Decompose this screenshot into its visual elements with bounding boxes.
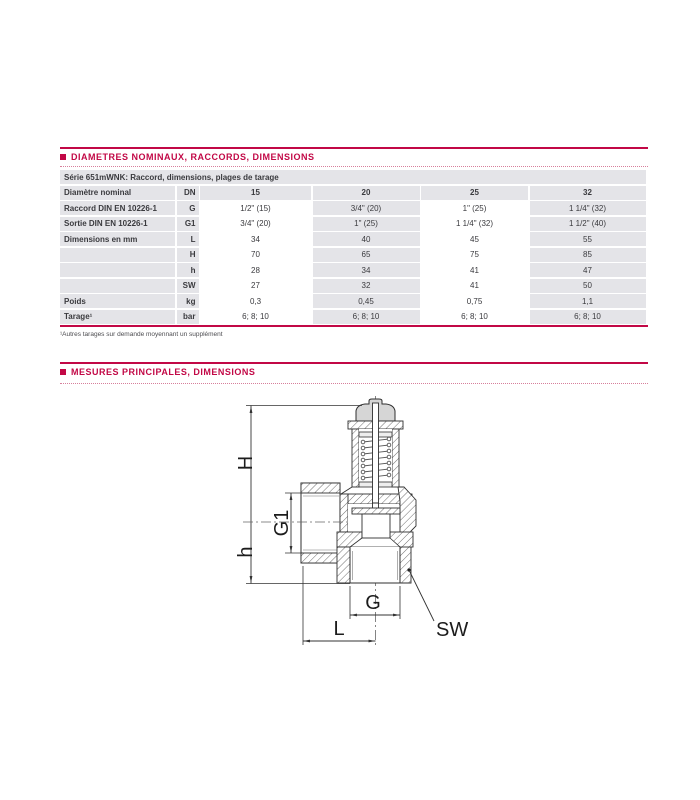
- section1-title-text: DIAMETRES NOMINAUX, RACCORDS, DIMENSIONS: [71, 152, 315, 162]
- table-header-col: 25: [421, 186, 528, 200]
- row-unit: bar: [177, 310, 199, 324]
- table-header-label: Diamètre nominal: [60, 186, 175, 200]
- dim-label-G1: G1: [271, 509, 293, 537]
- table-cell: 1" (25): [313, 217, 420, 231]
- row-unit: L: [177, 232, 199, 246]
- table-cell: 41: [470, 281, 479, 290]
- row-label: Raccord DIN EN 10226-1: [60, 201, 175, 215]
- row-unit: h: [177, 263, 199, 277]
- table-header-col: 15: [200, 186, 311, 200]
- table-header-unit: DN: [177, 186, 199, 200]
- row-unit: G: [177, 201, 199, 215]
- valve-section-drawing: [0, 390, 700, 660]
- table-footnote: ¹Autres tarages sur demande moyennant un supplément: [60, 331, 223, 338]
- dim-label-G: G: [365, 592, 381, 614]
- row-unit: kg: [177, 294, 199, 308]
- table-cell: 6; 8; 10: [461, 312, 488, 321]
- row-unit: G1: [177, 217, 199, 231]
- table-cell: 6; 8; 10: [313, 310, 420, 324]
- table-series-header: Série 651mWNK: Raccord, dimensions, plages de tarage: [60, 170, 646, 184]
- dim-label-L: L: [333, 618, 345, 640]
- row-label: [60, 279, 175, 293]
- dim-label-SW: SW: [436, 619, 469, 641]
- table-cell: 34: [313, 263, 420, 277]
- section1-top-rule: [60, 147, 648, 149]
- dim-label-h: h: [235, 546, 257, 558]
- table-cell: 1" (25): [462, 203, 487, 213]
- table-cell: 1 1/4" (32): [530, 201, 646, 215]
- section2-title: [60, 367, 255, 377]
- table-cell: 50: [530, 279, 646, 293]
- section2-dotted-rule: [60, 383, 648, 384]
- table-cell: 41: [470, 265, 479, 275]
- valve-stem: [373, 403, 379, 503]
- table-cell: 65: [313, 248, 420, 262]
- square-bullet-icon: [60, 369, 66, 375]
- table-cell: 0,3: [249, 296, 262, 306]
- row-unit: SW: [177, 279, 199, 293]
- section1-dotted-rule: [60, 166, 648, 167]
- section2-title-text: MESURES PRINCIPALES, DIMENSIONS: [71, 367, 256, 377]
- dim-label-H: H: [235, 455, 257, 471]
- row-label: [60, 263, 175, 277]
- table-cell: 3/4" (20): [313, 201, 420, 215]
- row-label: Tarage¹: [60, 310, 175, 324]
- table-cell: 1 1/2" (40): [530, 217, 646, 231]
- square-bullet-icon: [60, 154, 66, 160]
- table-header-col: 20: [313, 186, 420, 200]
- table-bottom-rule: [60, 325, 648, 327]
- side-port: [301, 483, 340, 563]
- table-header-col: 32: [530, 186, 646, 200]
- dimensions-table: [60, 170, 648, 324]
- table-cell: 28: [251, 265, 260, 275]
- table-cell: 1/2" (15): [240, 203, 271, 213]
- table-cell: 75: [470, 250, 479, 259]
- section1-title: [60, 152, 315, 162]
- table-cell: 32: [313, 279, 420, 293]
- section2-top-rule: [60, 362, 648, 364]
- table-cell: 1 1/4" (32): [455, 219, 494, 228]
- table-cell: 27: [251, 281, 260, 290]
- table-cell: 1,1: [530, 294, 646, 308]
- row-label: [60, 248, 175, 262]
- table-cell: 6; 8; 10: [242, 312, 269, 321]
- table-cell: 0,75: [466, 296, 483, 306]
- table-cell: 34: [251, 234, 260, 244]
- row-label: Sortie DIN EN 10226-1: [60, 217, 175, 231]
- table-cell: 6; 8; 10: [530, 310, 646, 324]
- table-cell: 55: [530, 232, 646, 246]
- table-cell: 45: [470, 234, 479, 244]
- table-cell: 70: [251, 250, 260, 259]
- table-cell: 0,45: [313, 294, 420, 308]
- table-cell: 40: [313, 232, 420, 246]
- row-label: Dimensions en mm: [60, 232, 175, 246]
- table-cell: 3/4" (20): [240, 219, 271, 228]
- row-label: Poids: [60, 294, 175, 308]
- row-unit: H: [177, 248, 199, 262]
- table-cell: 85: [530, 248, 646, 262]
- table-cell: 47: [530, 263, 646, 277]
